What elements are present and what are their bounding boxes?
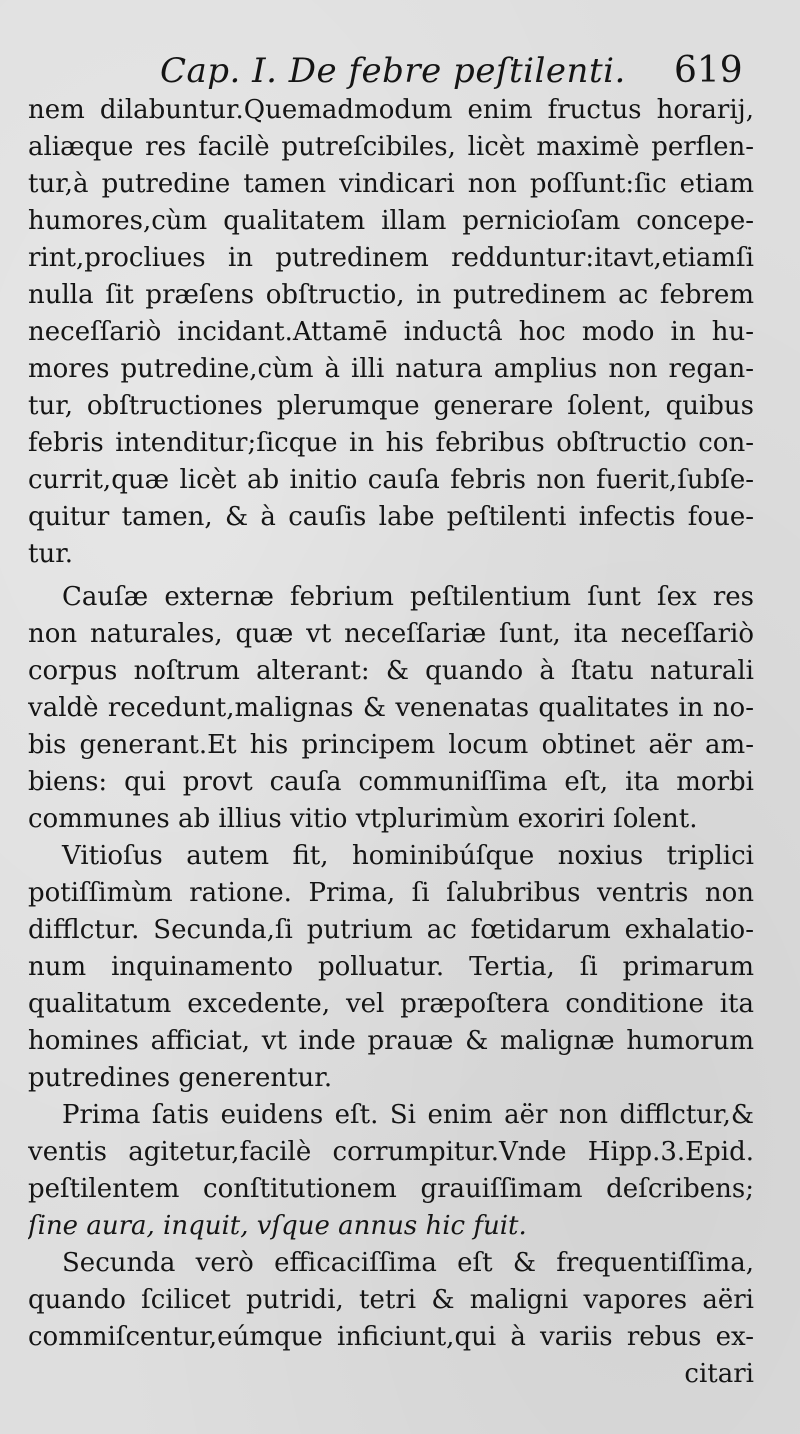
text-line: num inquinamento polluatur. Tertia, ſi primarum xyxy=(28,952,754,982)
catchword: citari xyxy=(684,1359,754,1389)
text-line: nulla ſit præſens obſtructio, in putredinem ac febrem xyxy=(28,280,754,310)
text-line: currit,quæ licèt ab initio cauſa febris non fuerit,ſubſe- xyxy=(28,465,754,495)
text-line: febris intenditur;ſicque in his febribus obſtructio con- xyxy=(28,428,754,458)
text-line: Vitioſus autem fit, hominibúſque noxius triplici xyxy=(62,841,754,871)
running-head: Cap. I. De febre peſtilenti. xyxy=(160,51,626,91)
text-line: biens: qui provt cauſa communiſſima eſt, ita morbi xyxy=(28,767,754,797)
text-line: rint,procliues in putredinem redduntur:itavt,etiamſi xyxy=(28,243,754,273)
text-line: quando ſcilicet putridi, tetri & maligni vapores aëri xyxy=(28,1285,754,1315)
text-line: qualitatum excedente, vel præpoſtera conditione ita xyxy=(28,989,754,1019)
text-line: tur. xyxy=(28,539,74,569)
text-line: bis generant.Et his principem locum obtinet aër am- xyxy=(28,730,754,760)
text-line: peſtilentem conſtitutionem grauiſſimam deſcribens; xyxy=(28,1174,754,1204)
text-line: ventis agitetur,facilè corrumpitur.Vnde Hipp.3.Epid. xyxy=(28,1137,754,1167)
text-line: homines afficiat, vt inde prauæ & malignæ humorum xyxy=(28,1026,754,1056)
text-line: tur,à putredine tamen vindicari non poſſunt:ſic etiam xyxy=(28,169,754,199)
text-line: Prima ſatis euidens eſt. Si enim aër non difflctur,& xyxy=(62,1100,754,1130)
text-line: mores putredine,cùm à illi natura amplius non regan- xyxy=(28,354,754,384)
text-line: humores,cùm qualitatem illam pernicioſam concepe- xyxy=(28,206,754,236)
text-line: valdè recedunt,malignas & venenatas qualitates in no- xyxy=(28,693,754,723)
text-line: Cauſæ externæ febrium peſtilentium ſunt ſex res xyxy=(62,582,754,612)
page-header xyxy=(0,46,800,96)
text-line: difflctur. Secunda,ſi putrium ac fœtidarum exhalatio- xyxy=(28,915,754,945)
text-line: commiſcentur,eúmque inficiunt,qui à variis rebus ex- xyxy=(28,1322,754,1352)
text-line: potiſſimùm ratione. Prima, ſi ſalubribus ventris non xyxy=(28,878,754,908)
text-line: ſine aura, inquit, vſque annus hic fuit. xyxy=(28,1211,527,1241)
body-text xyxy=(28,92,754,1393)
text-line: non naturales, quæ vt neceſſariæ ſunt, ita neceſſariò xyxy=(28,619,754,649)
text-line: putredines generentur. xyxy=(28,1063,333,1093)
text-line: tur, obſtructiones plerumque generare ſolent, quibus xyxy=(28,391,754,421)
text-line: corpus noſtrum alterant: & quando à ſtatu naturali xyxy=(28,656,754,686)
text-line: aliæque res facilè putreſcibiles, licèt maximè perflen- xyxy=(28,132,754,162)
text-line: quitur tamen, & à cauſis labe peſtilenti infectis foue- xyxy=(28,502,754,532)
page-number: 619 xyxy=(674,50,743,91)
text-line: Secunda verò efficaciſſima eſt & frequentiſſima, xyxy=(62,1248,754,1278)
text-line: communes ab illius vitio vtplurimùm exoriri ſolent. xyxy=(28,804,698,834)
text-line: nem dilabuntur.Quemadmodum enim fructus horarij, xyxy=(28,95,754,125)
text-line: neceſſariò incidant.Attamē inductâ hoc modo in hu- xyxy=(28,317,754,347)
